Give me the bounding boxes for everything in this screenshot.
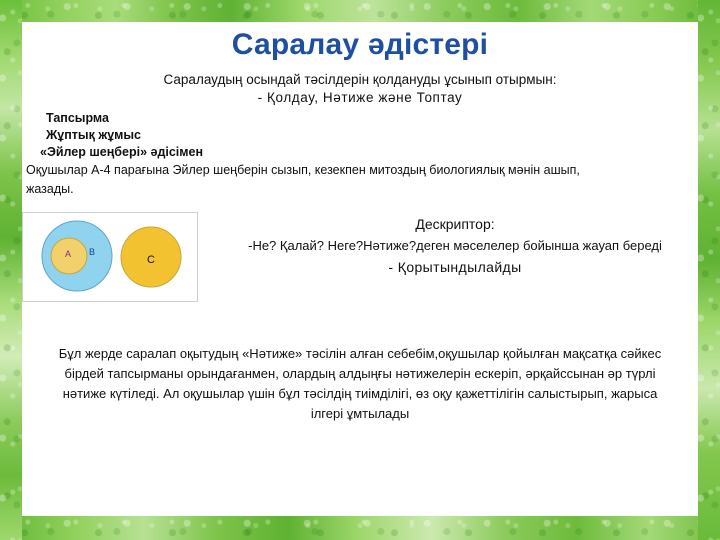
descriptor-block: [212, 216, 698, 275]
euler-venn-diagram: [22, 212, 198, 302]
descriptor-last: - Қорытындылайды: [388, 258, 522, 275]
middle-row: [22, 206, 698, 326]
venn-svg: [23, 213, 195, 299]
left-item-task: Тапсырма: [46, 111, 109, 125]
decorative-border-bottom: [0, 516, 720, 540]
venn-label-b: B: [89, 246, 96, 257]
slide-title: Саралау әдістері: [231, 28, 489, 61]
footer-paragraph: Бұл жерде саралап оқытудың «Нәтиже» тәсілін алған себебім,оқушылар қойылған мақсатқа сәйкес бірдей тапсырманы орындағанмен, олардың алдыңғы нәтижелерін ескеріп, әрқайссынан әр түрлі нәтиже күтіледі. Ал оқушылар үшін бұл тәсілдің тиімділігі, өз оқу қажеттілігін салыстырып, жарыса ілгері ұмтылады: [58, 345, 662, 422]
descriptor-line: -Не? Қалай? Неге?Нәтиже?деген мәселелер бойынша жауап береді: [248, 237, 662, 253]
left-text-block: [32, 111, 698, 159]
venn-label-a: A: [65, 248, 72, 259]
decorative-border-right: [698, 0, 720, 540]
slide-content: [22, 22, 698, 516]
left-item-pairwork: Жұптық жұмыс: [46, 128, 142, 142]
venn-label-c: C: [147, 253, 155, 266]
instruction-line-2: жазады.: [26, 181, 74, 196]
left-item-euler: «Эйлер шеңбері» әдісімен: [40, 145, 204, 159]
decorative-border-top: [0, 0, 720, 22]
instruction-line-1: Оқушылар А-4 парағына Эйлер шеңберін сызып, кезекпен митоздың биологиялық мәнін ашып,: [26, 163, 580, 177]
lead-subtext: - Қолдау, Нәтиже және Топтау: [257, 90, 463, 105]
descriptor-title: Дескриптор:: [415, 215, 495, 232]
lead-text: Саралаудың осындай тәсілдерін қолдануды ұсынып отырмын:: [163, 72, 557, 87]
decorative-border-left: [0, 0, 22, 540]
